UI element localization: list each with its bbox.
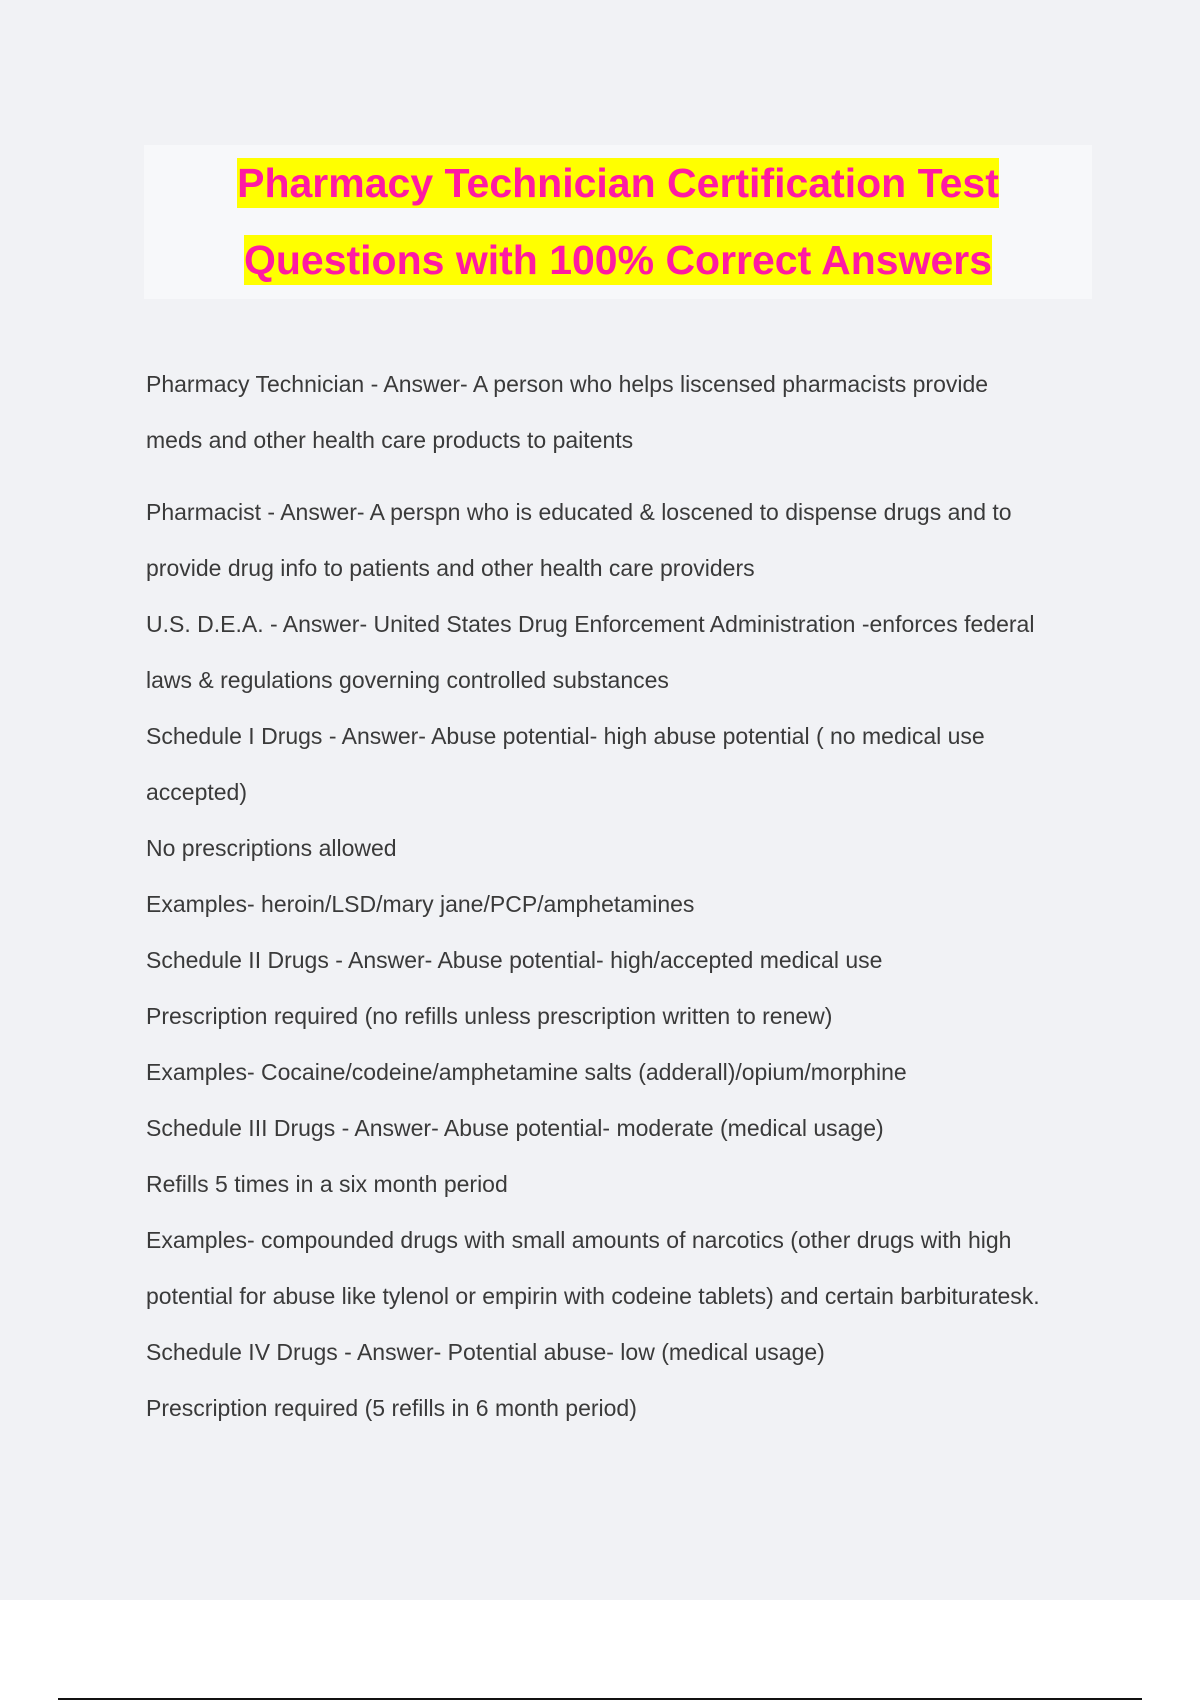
- body-line: Schedule IV Drugs - Answer- Potential abuse- low (medical usage): [146, 1339, 825, 1365]
- body-line: Pharmacist - Answer- A perspn who is educated & loscened to dispense drugs and to: [146, 499, 1012, 525]
- title-line-2: [144, 222, 1092, 299]
- body-line: meds and other health care products to paitents: [146, 427, 634, 453]
- body-line: accepted): [146, 779, 248, 805]
- title-text-1: Pharmacy Technician Certification Test: [237, 160, 999, 206]
- paragraph-gap: [146, 468, 1096, 484]
- body-line: Schedule II Drugs - Answer- Abuse potential- high/accepted medical use: [146, 947, 883, 973]
- body-line: Examples- Cocaine/codeine/amphetamine salts (adderall)/opium/morphine: [146, 1059, 907, 1085]
- body-line: Refills 5 times in a six month period: [146, 1171, 508, 1197]
- body-line: Schedule III Drugs - Answer- Abuse potential- moderate (medical usage): [146, 1115, 884, 1141]
- body-line: No prescriptions allowed: [146, 835, 397, 861]
- body-line: Schedule I Drugs - Answer- Abuse potential- high abuse potential ( no medical use: [146, 723, 985, 749]
- body-line: Pharmacy Technician - Answer- A person who helps liscensed pharmacists provide: [146, 371, 989, 397]
- body-line: laws & regulations governing controlled substances: [146, 667, 669, 693]
- body-line: provide drug info to patients and other health care providers: [146, 555, 755, 581]
- body-line: Prescription required (no refills unless prescription written to renew): [146, 1003, 833, 1029]
- document-body: [146, 356, 1096, 1436]
- body-line: Examples- compounded drugs with small amounts of narcotics (other drugs with high: [146, 1227, 1012, 1253]
- body-line: Examples- heroin/LSD/mary jane/PCP/amphetamines: [146, 891, 695, 917]
- title-text-2: Questions with 100% Correct Answers: [243, 237, 993, 283]
- title-block: [144, 145, 1092, 299]
- body-line: U.S. D.E.A. - Answer- United States Drug Enforcement Administration -enforces federal: [146, 611, 1035, 637]
- body-line: potential for abuse like tylenol or empirin with codeine tablets) and certain barbituratesk.: [146, 1283, 1040, 1309]
- body-line: Prescription required (5 refills in 6 month period): [146, 1395, 637, 1421]
- title-line-1: [144, 145, 1092, 222]
